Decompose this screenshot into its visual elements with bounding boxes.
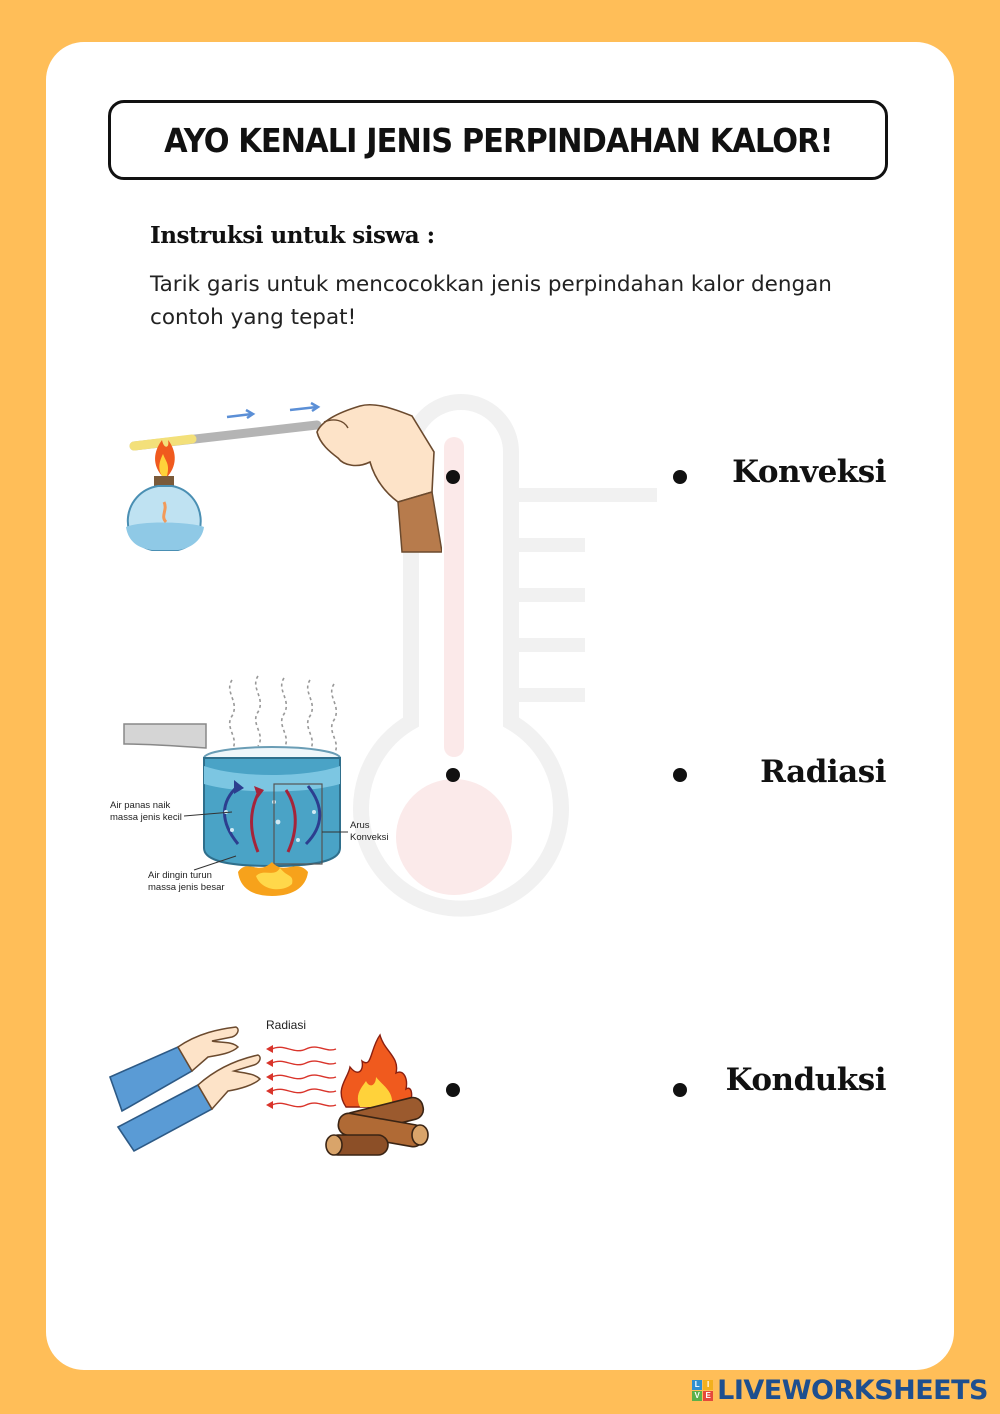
instructions-body: Tarik garis untuk mencocokkan jenis perpindahan kalor dengan contoh yang tepat! xyxy=(150,272,832,330)
hot-water-label-line2: massa jenis kecil xyxy=(110,812,182,823)
answer-label-2: Radiasi xyxy=(760,754,886,790)
cold-water-label-line1: Air dingin turun xyxy=(148,870,212,881)
left-match-dot-1[interactable] xyxy=(446,470,460,484)
brand-name: LIVEWORKSHEETS xyxy=(717,1375,988,1406)
heat-wave-icon xyxy=(272,1047,336,1107)
steam-icon xyxy=(230,676,337,754)
worksheet-page xyxy=(46,42,954,1370)
page-title: AYO KENALI JENIS PERPINDAHAN KALOR! xyxy=(163,120,833,160)
pot-handle-icon xyxy=(124,724,206,748)
conduction-illustration xyxy=(112,392,442,557)
title-box xyxy=(108,100,888,180)
current-label-line1: Arus xyxy=(350,820,370,831)
heat-flow-arrows xyxy=(227,403,318,418)
current-label-line2: Konveksi xyxy=(350,832,389,843)
instructions-heading: Instruksi untuk siswa : xyxy=(150,222,435,249)
sleeve-icon xyxy=(398,492,442,552)
answer-label-3: Konduksi xyxy=(725,1062,886,1098)
hand-icon xyxy=(198,1055,260,1109)
left-match-dot-3[interactable] xyxy=(446,1083,460,1097)
left-match-dot-2[interactable] xyxy=(446,768,460,782)
radiation-illustration xyxy=(108,1007,438,1167)
right-match-dot-1[interactable] xyxy=(673,470,687,484)
cold-water-label-line2: massa jenis besar xyxy=(148,882,225,893)
liveworksheets-logo xyxy=(692,1375,988,1406)
convection-illustration xyxy=(108,662,408,912)
logo-mark-icon: L I V E xyxy=(692,1380,713,1401)
hot-water-label-line1: Air panas naik xyxy=(110,800,171,811)
right-match-dot-3[interactable] xyxy=(673,1083,687,1097)
right-match-dot-2[interactable] xyxy=(673,768,687,782)
radiation-label: Radiasi xyxy=(266,1018,307,1032)
answer-label-1: Konveksi xyxy=(732,454,886,490)
